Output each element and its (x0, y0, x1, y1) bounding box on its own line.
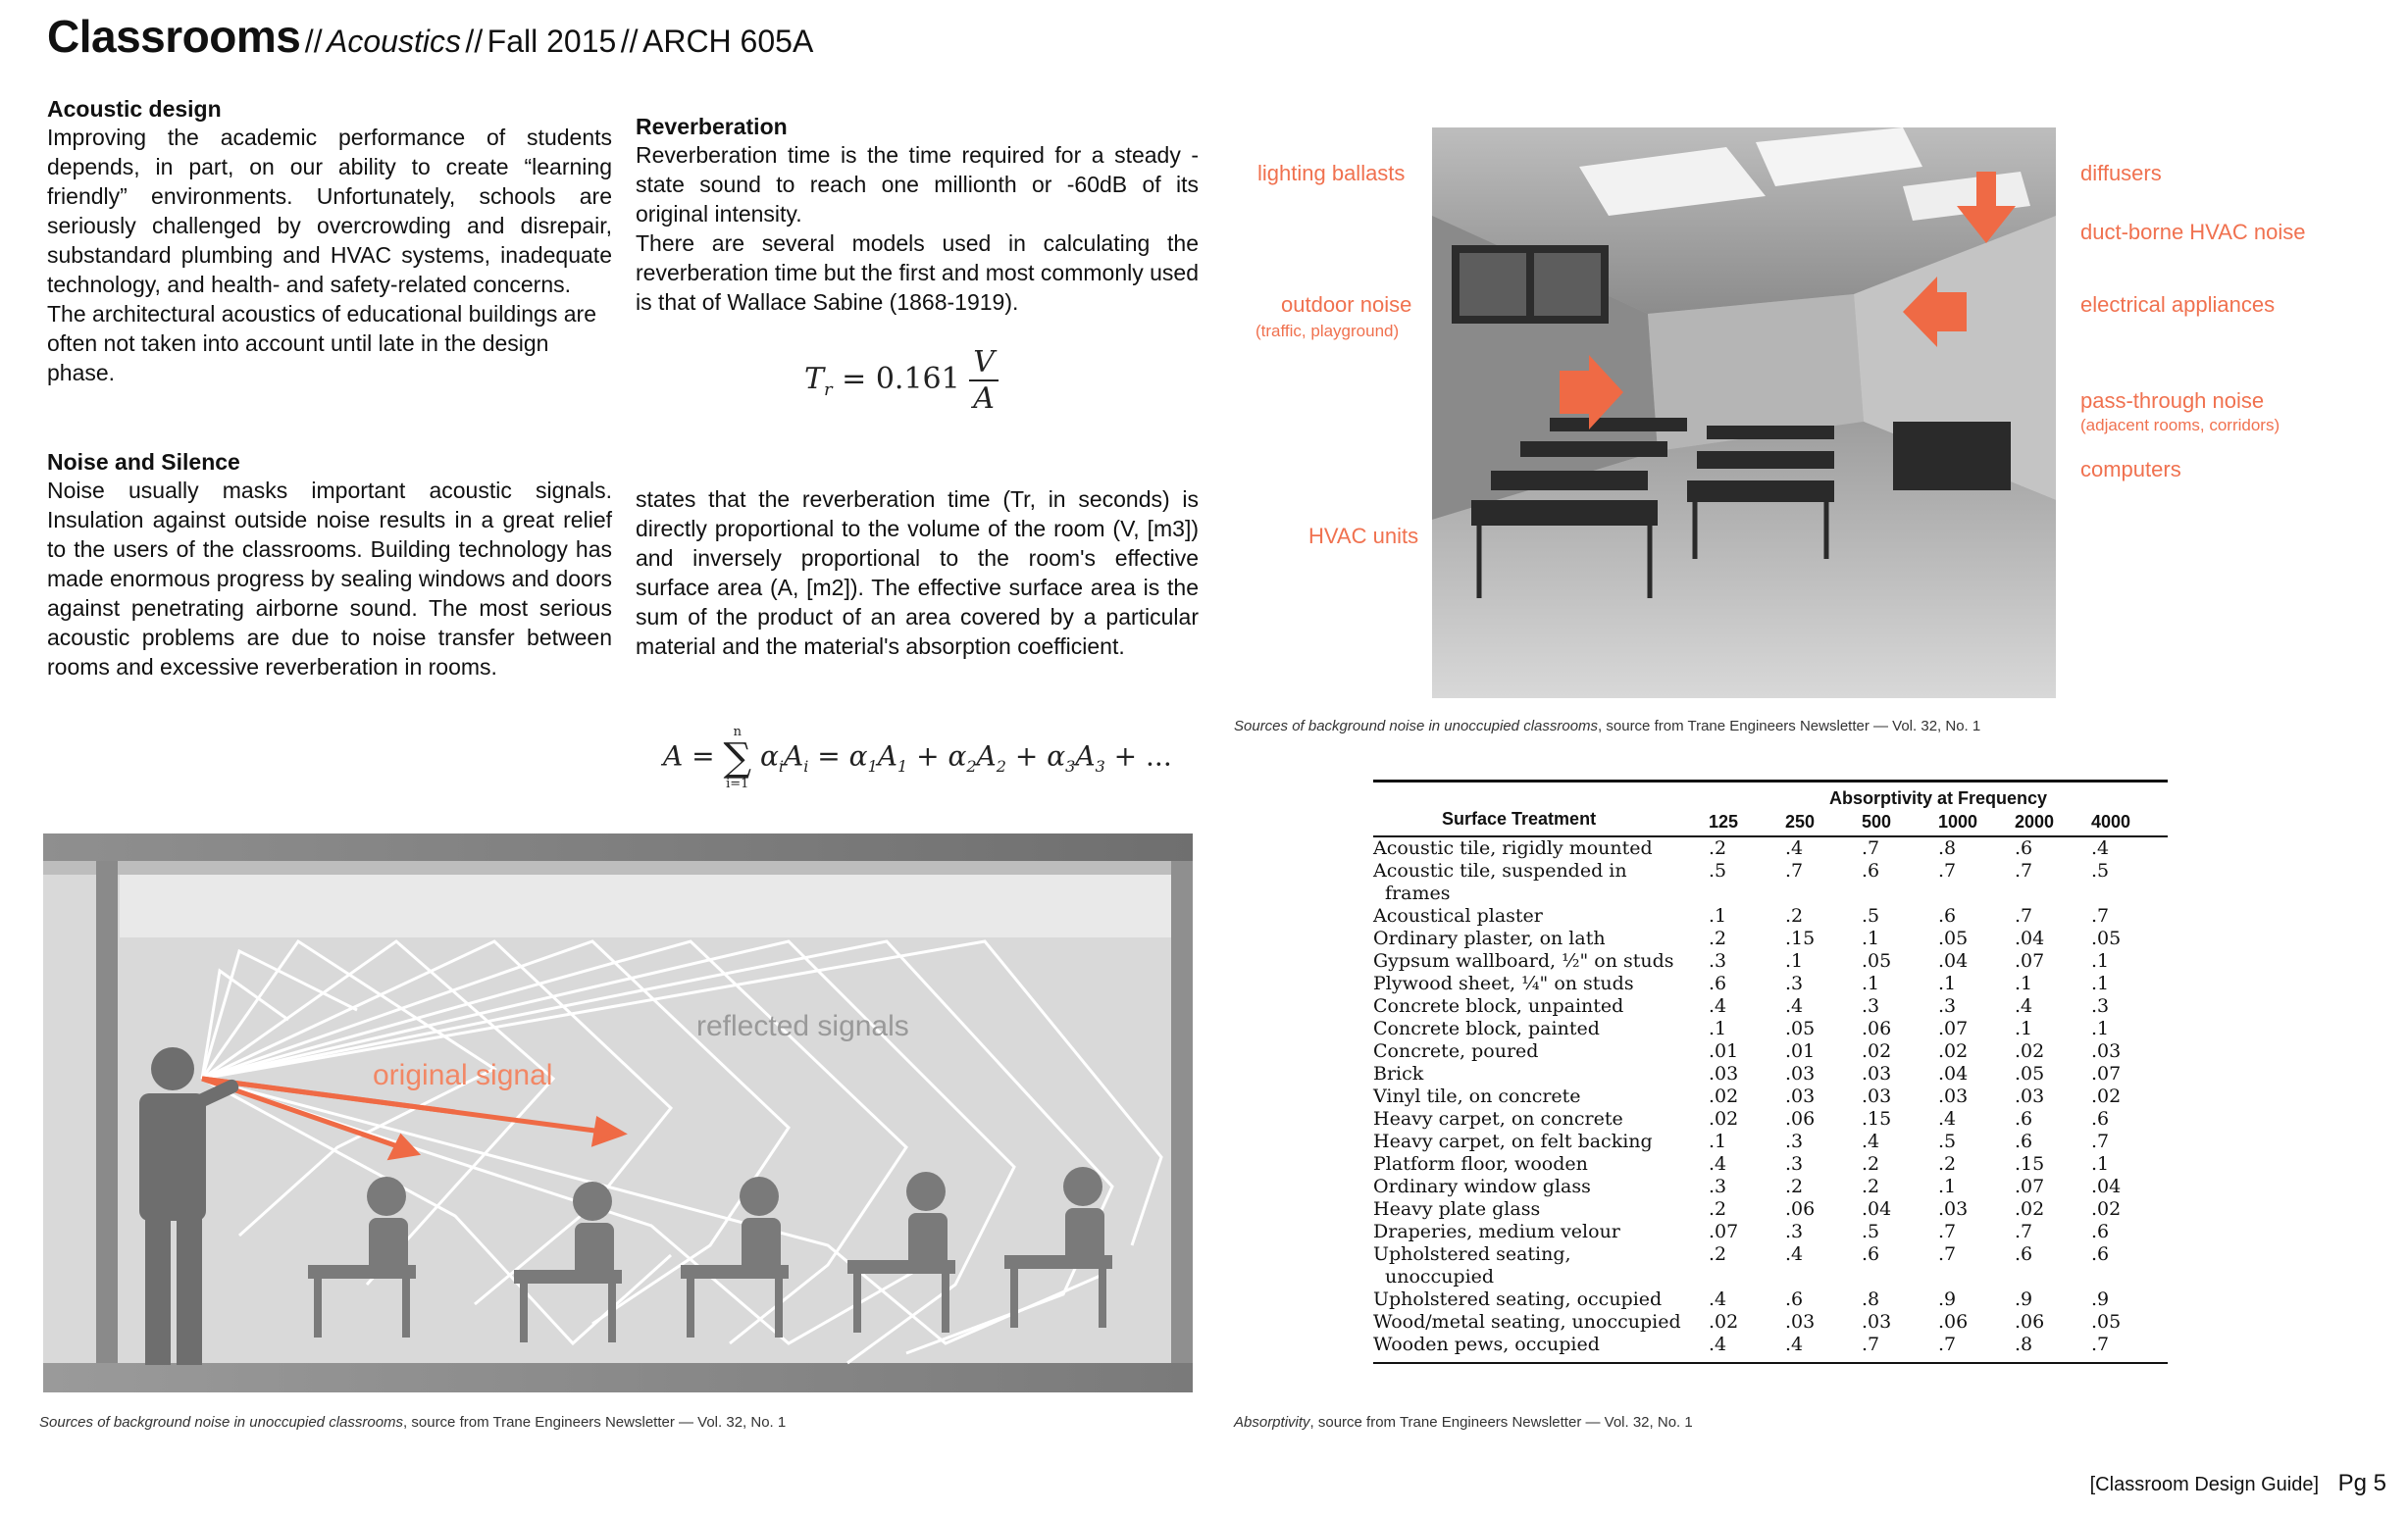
illustration-caption: Sources of background noise in unoccupied classrooms, source from Trane Engineers Newsletter — Vol. 32, No. 1 (39, 1414, 787, 1431)
absorptivity-value-cell: .1 (1709, 905, 1727, 927)
absorptivity-value-cell: .6 (1862, 860, 1880, 882)
absorptivity-value-cell: .02 (1709, 1086, 1739, 1107)
absorptivity-value-cell: .6 (2015, 1243, 2033, 1265)
surface-treatment-cell: Vinyl tile, on concrete (1373, 1086, 1581, 1107)
surface-treatment-cell: Heavy carpet, on concrete (1373, 1108, 1623, 1130)
table-row (1373, 1108, 2168, 1131)
absorptivity-value-cell: .03 (1785, 1086, 1816, 1107)
absorptivity-value-cell: .1 (2015, 973, 2033, 994)
absorptivity-value-cell: .4 (1862, 1131, 1880, 1152)
label-computers: computers (2080, 457, 2181, 481)
reverberation-heading: Reverberation (636, 114, 788, 139)
absorptivity-value-cell: .07 (2091, 1063, 2122, 1085)
label-lighting-ballasts: lighting ballasts (1257, 161, 1406, 185)
absorptivity-value-cell: .1 (2091, 1153, 2110, 1175)
reverberation-section (636, 114, 1199, 317)
absorptivity-value-cell: .8 (1862, 1288, 1880, 1310)
label-electrical-appliances: electrical appliances (2080, 292, 2276, 317)
acoustic-design-paragraph-2: The architectural acoustics of educational buildings are often not taken into account until late in the design phase. (47, 301, 596, 385)
absorptivity-value-cell: .02 (1862, 1040, 1892, 1062)
table-row (1373, 1198, 2168, 1221)
table-body (1373, 836, 2168, 1356)
table-row (1373, 950, 2168, 973)
reverberation-paragraph-2: There are several models used in calculating the reverberation time but the first and most commonly used is that of Wallace Sabine (1868-1919). (636, 230, 1199, 315)
table-row (1373, 995, 2168, 1018)
absorptivity-value-cell: .1 (1709, 1131, 1727, 1152)
table-header-freq: 500 (1862, 812, 1892, 832)
absorptivity-value-cell: .2 (1709, 1198, 1727, 1220)
absorptivity-value-cell: .8 (2015, 1334, 2033, 1355)
table-row (1373, 1311, 2168, 1334)
absorptivity-value-cell: .4 (1709, 1288, 1727, 1310)
absorptivity-value-cell: .5 (1938, 1131, 1957, 1152)
absorptivity-value-cell: .7 (1938, 1334, 1957, 1355)
label-outdoor-noise-sub: (traffic, playground) (1255, 322, 1400, 340)
absorptivity-value-cell: .07 (1709, 1221, 1739, 1242)
absorptivity-value-cell: .02 (2091, 1086, 2122, 1107)
absorptivity-value-cell: .7 (1938, 1243, 1957, 1265)
table-row (1373, 905, 2168, 928)
table-row (1373, 973, 2168, 995)
absorptivity-value-cell: .4 (1785, 837, 1804, 859)
acoustic-design-paragraph-1: Improving the academic performance of students depends, in part, on our ability to create “learning friendly” environments. Unfortunately, schools are seriously challenged by overcrowding and disrepair, substandard plumbing and HVAC systems, inadequate technology, and health- and safety-related concerns. (47, 125, 612, 297)
absorptivity-value-cell: .06 (1785, 1198, 1816, 1220)
absorptivity-value-cell: .02 (2091, 1198, 2122, 1220)
surface-treatment-cell: Heavy carpet, on felt backing (1373, 1131, 1653, 1152)
absorptivity-value-cell: .6 (2015, 837, 2033, 859)
absorptivity-value-cell: .6 (1785, 1288, 1804, 1310)
absorptivity-value-cell: .04 (1938, 950, 1969, 972)
surface-treatment-cell: Platform floor, wooden (1373, 1153, 1588, 1175)
page-footer (2090, 1470, 2386, 1497)
noise-silence-heading: Noise and Silence (47, 449, 240, 475)
absorptivity-value-cell: .2 (1709, 837, 1727, 859)
table-row (1373, 1176, 2168, 1198)
absorptivity-value-cell: .8 (1938, 837, 1957, 859)
reverberation-explanation (636, 484, 1199, 661)
absorptivity-value-cell: .2 (1862, 1176, 1880, 1197)
summation-symbol: n ∑ i=1 (723, 725, 752, 791)
classroom-photo-drawing (1432, 127, 2056, 698)
absorptivity-value-cell: .5 (1862, 1221, 1880, 1242)
table-row (1373, 1243, 2168, 1288)
absorptivity-value-cell: .02 (1709, 1311, 1739, 1333)
acoustic-design-heading: Acoustic design (47, 96, 222, 122)
table-group-header: Absorptivity at Frequency (1828, 788, 2048, 808)
absorptivity-value-cell: .04 (2015, 928, 2045, 949)
absorptivity-value-cell: .6 (1938, 905, 1957, 927)
label-pass-through-noise-sub: (adjacent rooms, corridors) (2080, 416, 2280, 434)
absorptivity-value-cell: .7 (2091, 1334, 2110, 1355)
reverberation-paragraph-1: Reverberation time is the time required for a steady -state sound to reach one millionth or -60dB of its original intensity. (636, 142, 1199, 227)
table-bottom-rule (1373, 1362, 2168, 1364)
absorptivity-value-cell: .07 (2015, 1176, 2045, 1197)
absorptivity-value-cell: .07 (1938, 1018, 1969, 1039)
table-header-freq: 1000 (1938, 812, 1978, 832)
absorptivity-value-cell: .02 (2015, 1040, 2045, 1062)
absorptivity-value-cell: .5 (1862, 905, 1880, 927)
label-original-signal: original signal (373, 1059, 553, 1091)
absorptivity-value-cell: .04 (1938, 1063, 1969, 1085)
absorptivity-value-cell: .7 (2015, 860, 2033, 882)
formula-tr: $T_r$ (804, 362, 833, 400)
absorptivity-value-cell: .03 (1709, 1063, 1739, 1085)
table-top-rule (1373, 780, 2168, 788)
surface-treatment-cell: Draperies, medium velour (1373, 1221, 1620, 1242)
table-header-surface: Surface Treatment (1442, 809, 1597, 829)
reflection-illustration-drawing (43, 833, 1193, 1392)
absorptivity-value-cell: .3 (1785, 1221, 1804, 1242)
absorptivity-value-cell: .05 (2091, 928, 2122, 949)
absorptivity-value-cell: .6 (2015, 1131, 2033, 1152)
absorptivity-value-cell: .1 (2091, 1018, 2110, 1039)
reverberation-paragraph-3: states that the reverberation time (Tr, in seconds) is directly proportional to the volume of the room (V, [m3]) and inversely proportional to the room's effective surface area (A, [m2]). The effective surface area is the sum of the product of an area covered by a particular material and the material's absorption coefficient. (636, 486, 1199, 659)
absorptivity-value-cell: .01 (1709, 1040, 1739, 1062)
absorptivity-value-cell: .1 (2091, 973, 2110, 994)
absorptivity-value-cell: .9 (1938, 1288, 1957, 1310)
absorptivity-value-cell: .4 (2091, 837, 2110, 859)
absorptivity-value-cell: .15 (2015, 1153, 2045, 1175)
label-pass-through-noise: pass-through noise (2080, 388, 2265, 413)
absorptivity-value-cell: .02 (2015, 1198, 2045, 1220)
absorptivity-value-cell: .3 (1938, 995, 1957, 1017)
title-sep-2: // (465, 24, 484, 59)
surface-treatment-cell: Ordinary window glass (1373, 1176, 1591, 1197)
absorptivity-value-cell: .5 (2091, 860, 2110, 882)
surface-treatment-cell: Plywood sheet, ¼" on studs (1373, 973, 1634, 994)
absorptivity-value-cell: .6 (2091, 1221, 2110, 1242)
surface-treatment-cell: Wood/metal seating, unoccupied (1373, 1311, 1681, 1333)
surface-treatment-cell: Ordinary plaster, on lath (1373, 928, 1606, 949)
title-subtitle: Acoustics (327, 24, 461, 59)
absorptivity-value-cell: .1 (1785, 950, 1804, 972)
absorptivity-value-cell: .4 (1785, 1243, 1804, 1265)
absorptivity-value-cell: .05 (1785, 1018, 1816, 1039)
absorptivity-value-cell: .04 (1862, 1198, 1892, 1220)
label-duct-borne-hvac-noise: duct-borne HVAC noise (2080, 220, 2306, 244)
absorptivity-value-cell: .7 (2015, 905, 2033, 927)
absorptivity-value-cell: .03 (1785, 1311, 1816, 1333)
title-sep-3: // (620, 24, 639, 59)
classroom-photo (1432, 127, 2056, 698)
title-course: ARCH 605A (641, 24, 814, 59)
absorptivity-value-cell: .06 (1785, 1108, 1816, 1130)
surface-treatment-cell: Acoustical plaster (1373, 905, 1543, 927)
reflection-illustration (43, 833, 1193, 1392)
surface-treatment-cell: Gypsum wallboard, ½" on studs (1373, 950, 1674, 972)
absorptivity-value-cell: .7 (1862, 837, 1880, 859)
absorptivity-value-cell: .7 (2091, 905, 2110, 927)
absorptivity-value-cell: .7 (1785, 860, 1804, 882)
absorptivity-value-cell: .06 (1862, 1018, 1892, 1039)
footer-guide: [Classroom Design Guide] (2089, 1474, 2320, 1495)
absorptivity-value-cell: .1 (2015, 1018, 2033, 1039)
label-diffusers: diffusers (2080, 161, 2162, 185)
absorptivity-value-cell: .06 (1938, 1311, 1969, 1333)
surface-treatment-cell: Wooden pews, occupied (1373, 1334, 1600, 1355)
absorptivity-value-cell: .1 (1862, 928, 1880, 949)
absorptivity-value-cell: .06 (2015, 1311, 2045, 1333)
table-row (1373, 1086, 2168, 1108)
absorptivity-value-cell: .7 (1862, 1334, 1880, 1355)
absorptivity-table (1373, 780, 2168, 1364)
table-row (1373, 1131, 2168, 1153)
label-reflected-signals: reflected signals (696, 1010, 909, 1042)
absorptivity-value-cell: .05 (1862, 950, 1892, 972)
absorptivity-value-cell: .6 (2091, 1108, 2110, 1130)
absorptivity-value-cell: .7 (2091, 1131, 2110, 1152)
absorptivity-value-cell: .6 (2015, 1108, 2033, 1130)
absorptivity-value-cell: .03 (2015, 1086, 2045, 1107)
absorptivity-value-cell: .02 (1938, 1040, 1969, 1062)
absorptivity-value-cell: .2 (1785, 1176, 1804, 1197)
absorptivity-value-cell: .4 (1709, 1334, 1727, 1355)
table-header-freq: 250 (1785, 812, 1816, 832)
surface-treatment-cell: Brick (1373, 1063, 1424, 1085)
surface-treatment-cell: Acoustic tile, rigidly mounted (1373, 837, 1653, 859)
absorptivity-value-cell: .1 (1709, 1018, 1727, 1039)
absorptivity-value-cell: .4 (1785, 1334, 1804, 1355)
absorptivity-value-cell: .1 (1862, 973, 1880, 994)
absorptivity-value-cell: .3 (1709, 1176, 1727, 1197)
area-formula: A = n ∑ i=1 $\alpha_iA_i = \alpha_1A_1 + \alpha_2A_2 + \alpha_3A_3$ + ... (663, 725, 1172, 791)
absorptivity-value-cell: .2 (1785, 905, 1804, 927)
title-sep-1: // (304, 24, 323, 59)
absorptivity-value-cell: .7 (2015, 1221, 2033, 1242)
surface-treatment-cell: Concrete block, painted (1373, 1018, 1600, 1039)
surface-treatment-cell: Concrete, poured (1373, 1040, 1539, 1062)
absorptivity-value-cell: .05 (1938, 928, 1969, 949)
absorptivity-value-cell: .3 (1709, 950, 1727, 972)
absorptivity-value-cell: .3 (1862, 995, 1880, 1017)
title-main: Classrooms (47, 11, 301, 62)
absorptivity-value-cell: .03 (2091, 1040, 2122, 1062)
page-title (47, 10, 813, 63)
table-header-freq: 125 (1709, 812, 1739, 832)
absorptivity-value-cell: .03 (1938, 1198, 1969, 1220)
absorptivity-value-cell: .15 (1862, 1108, 1892, 1130)
absorptivity-value-cell: .02 (1709, 1108, 1739, 1130)
table-row (1373, 1153, 2168, 1176)
sabine-formula: $T_r = 0.161$ $\frac{V}{A}$ (804, 345, 999, 416)
absorptivity-value-cell: .3 (2091, 995, 2110, 1017)
absorptivity-value-cell: .3 (1785, 1153, 1804, 1175)
surface-treatment-cell: Concrete block, unpainted (1373, 995, 1624, 1017)
table-caption: Absorptivity, source from Trane Engineers Newsletter — Vol. 32, No. 1 (1234, 1414, 1693, 1431)
noise-silence-section (47, 449, 612, 682)
absorptivity-value-cell: .5 (1709, 860, 1727, 882)
acoustic-design-section (47, 96, 612, 387)
absorptivity-value-cell: .03 (1785, 1063, 1816, 1085)
absorptivity-value-cell: .7 (1938, 1221, 1957, 1242)
absorptivity-value-cell: .3 (1785, 1131, 1804, 1152)
absorptivity-value-cell: .2 (1709, 928, 1727, 949)
table-row (1373, 860, 2168, 905)
absorptivity-value-cell: .4 (1709, 1153, 1727, 1175)
absorptivity-value-cell: .2 (1709, 1243, 1727, 1265)
absorptivity-value-cell: .4 (1709, 995, 1727, 1017)
table-header-freq: 2000 (2015, 812, 2055, 832)
table-row (1373, 1040, 2168, 1063)
absorptivity-value-cell: .04 (2091, 1176, 2122, 1197)
absorptivity-value-cell: .1 (1938, 1176, 1957, 1197)
title-term: Fall 2015 (487, 24, 617, 59)
table-row (1373, 1018, 2168, 1040)
absorptivity-value-cell: .6 (1709, 973, 1727, 994)
surface-treatment-cell: Acoustic tile, suspended in frames (1373, 860, 1627, 904)
surface-treatment-cell: Upholstered seating, unoccupied (1373, 1243, 1571, 1288)
absorptivity-value-cell: .15 (1785, 928, 1816, 949)
page-number: Pg 5 (2337, 1470, 2386, 1496)
table-row (1373, 1288, 2168, 1311)
table-row (1373, 1221, 2168, 1243)
absorptivity-value-cell: .03 (1862, 1086, 1892, 1107)
table-row (1373, 1063, 2168, 1086)
absorptivity-value-cell: .9 (2015, 1288, 2033, 1310)
table-row (1373, 836, 2168, 860)
formula-fraction: $\frac{V}{A}$ (969, 345, 999, 416)
absorptivity-value-cell: .1 (1938, 973, 1957, 994)
photo-caption: Sources of background noise in unoccupied classrooms, source from Trane Engineers Newsletter — Vol. 32, No. 1 (1234, 718, 1981, 734)
surface-treatment-cell: Upholstered seating, occupied (1373, 1288, 1663, 1310)
absorptivity-value-cell: .3 (1785, 973, 1804, 994)
absorptivity-value-cell: .03 (1862, 1063, 1892, 1085)
absorptivity-value-cell: .9 (2091, 1288, 2110, 1310)
table-header-freq: 4000 (2091, 812, 2131, 832)
absorptivity-value-cell: .05 (2015, 1063, 2045, 1085)
label-hvac-units: HVAC units (1308, 524, 1419, 548)
label-outdoor-noise: outdoor noise (1281, 292, 1412, 317)
absorptivity-value-cell: .7 (1938, 860, 1957, 882)
absorptivity-value-cell: .2 (1862, 1153, 1880, 1175)
absorptivity-value-cell: .6 (2091, 1243, 2110, 1265)
absorptivity-value-cell: .03 (1938, 1086, 1969, 1107)
absorptivity-value-cell: .01 (1785, 1040, 1816, 1062)
absorptivity-value-cell: .1 (2091, 950, 2110, 972)
absorptivity-value-cell: .03 (1862, 1311, 1892, 1333)
absorptivity-value-cell: .2 (1938, 1153, 1957, 1175)
absorptivity-value-cell: .4 (1938, 1108, 1957, 1130)
absorptivity-value-cell: .05 (2091, 1311, 2122, 1333)
noise-silence-paragraph: Noise usually masks important acoustic signals. Insulation against outside noise results in a great relief to the users of the classrooms. Building technology has made enormous progress by sealing windows and doors against penetrating airborne sound. The most serious acoustic problems are due to noise transfer between rooms and excessive reverberation in rooms. (47, 478, 612, 680)
table-row (1373, 928, 2168, 950)
absorptivity-value-cell: .4 (2015, 995, 2033, 1017)
absorptivity-value-cell: .07 (2015, 950, 2045, 972)
absorptivity-value-cell: .4 (1785, 995, 1804, 1017)
surface-treatment-cell: Heavy plate glass (1373, 1198, 1541, 1220)
table-row (1373, 1334, 2168, 1356)
absorptivity-value-cell: .6 (1862, 1243, 1880, 1265)
